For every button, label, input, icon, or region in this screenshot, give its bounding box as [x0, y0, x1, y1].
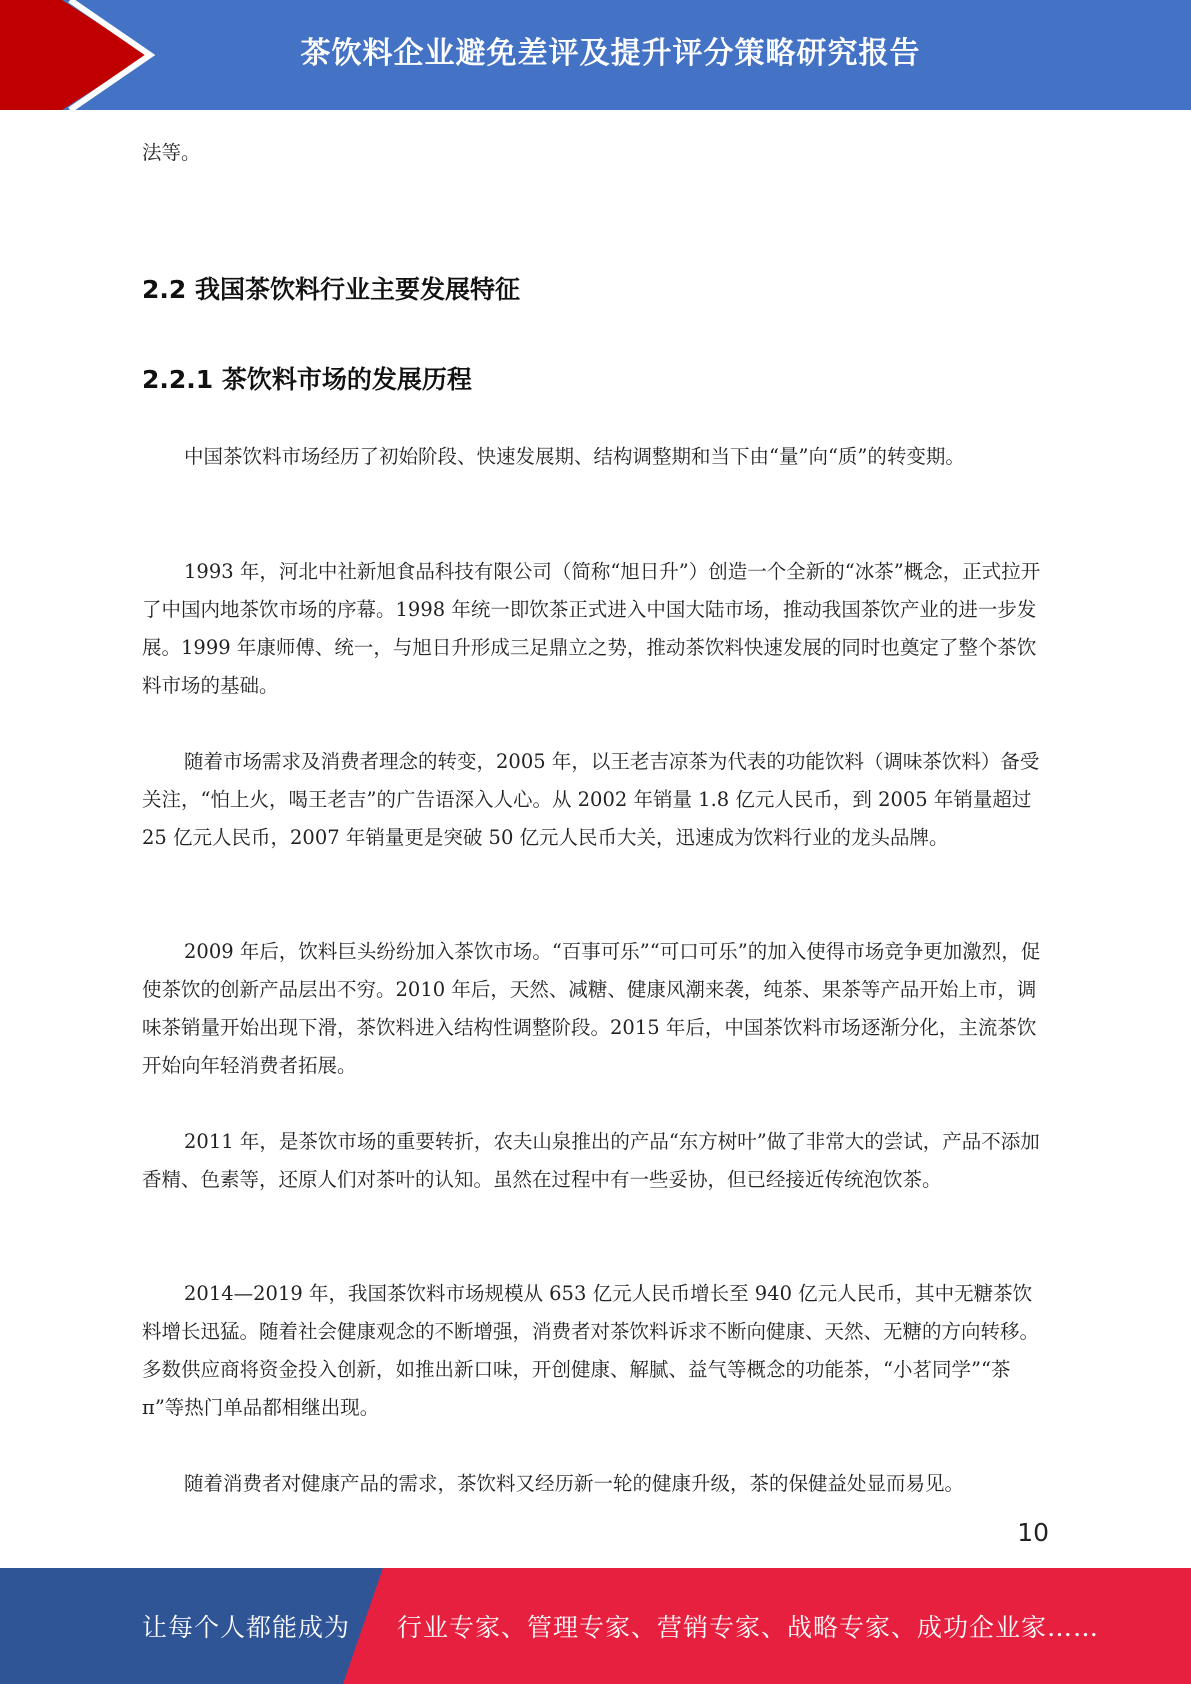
- section-heading: 2.2 我国茶饮料行业主要发展特征: [142, 275, 520, 304]
- paragraph: 2009 年后，饮料巨头纷纷加入茶饮市场。“百事可乐”“可口可乐”的加入使得市场竞争更加激烈，促使茶饮的创新产品层出不穷。2010 年后，天然、减糖、健康风潮来袭，纯茶、果茶等产品开始上市，调味茶销量开始出现下滑，茶饮料进入结构性调整阶段。2015 年后，中国茶饮料市场逐渐分化，主流茶饮开始向年轻消费者拓展。: [142, 940, 1041, 1077]
- page-number: 10: [1017, 1518, 1049, 1547]
- paragraph: 中国茶饮料市场经历了初始阶段、快速发展期、结构调整期和当下由“量”向“质”的转变期。: [184, 445, 965, 468]
- paragraph: 2011 年，是茶饮市场的重要转折，农夫山泉推出的产品“东方树叶”做了非常大的尝试，产品不添加香精、色素等，还原人们对茶叶的认知。虽然在过程中有一些妥协，但已经接近传统泡饮茶。: [142, 1130, 1040, 1191]
- paragraph: 随着市场需求及消费者理念的转变，2005 年，以王老吉凉茶为代表的功能饮料（调味茶饮料）备受关注，“怕上火，喝王老吉”的广告语深入人心。从 2002 年销量 1.8 亿元人民币，到 2005 年销量超过 25 亿元人民币，2007 年销量更是突破 50 亿元人民币大关，迅速成为饮料行业的龙头品牌。: [142, 750, 1040, 849]
- subsection-heading: 2.2.1 茶饮料市场的发展历程: [142, 365, 472, 394]
- footer-band: [0, 1568, 1191, 1684]
- footer-slogan-right: 行业专家、管理专家、营销专家、战略专家、成功企业家……: [397, 1613, 1100, 1642]
- report-title: 茶饮料企业避免差评及提升评分策略研究报告: [300, 36, 921, 71]
- header-chevron-icon: [0, 0, 160, 110]
- header-band: [0, 0, 1191, 110]
- paragraph: 1993 年，河北中社新旭食品科技有限公司（简称“旭日升”）创造一个全新的“冰茶”概念，正式拉开了中国内地茶饮市场的序幕。1998 年统一即饮茶正式进入中国大陆市场，推动我国茶饮产业的进一步发展。1999 年康师傅、统一，与旭日升形成三足鼎立之势，推动茶饮料快速发展的同时也奠定了整个茶饮料市场的基础。: [142, 560, 1041, 697]
- continuation-text: 法等。: [142, 141, 201, 164]
- paragraph: 2014—2019 年，我国茶饮料市场规模从 653 亿元人民币增长至 940 亿元人民币，其中无糖茶饮料增长迅猛。随着社会健康观念的不断增强，消费者对茶饮料诉求不断向健康、天然、无糖的方向转移。多数供应商将资金投入创新，如推出新口味，开创健康、解腻、益气等概念的功能茶，“小茗同学”“茶π”等热门单品都相继出现。: [142, 1282, 1040, 1419]
- paragraph: 随着消费者对健康产品的需求，茶饮料又经历新一轮的健康升级，茶的保健益处显而易见。: [184, 1472, 965, 1495]
- footer-slogan-left: 让每个人都能成为: [142, 1613, 351, 1642]
